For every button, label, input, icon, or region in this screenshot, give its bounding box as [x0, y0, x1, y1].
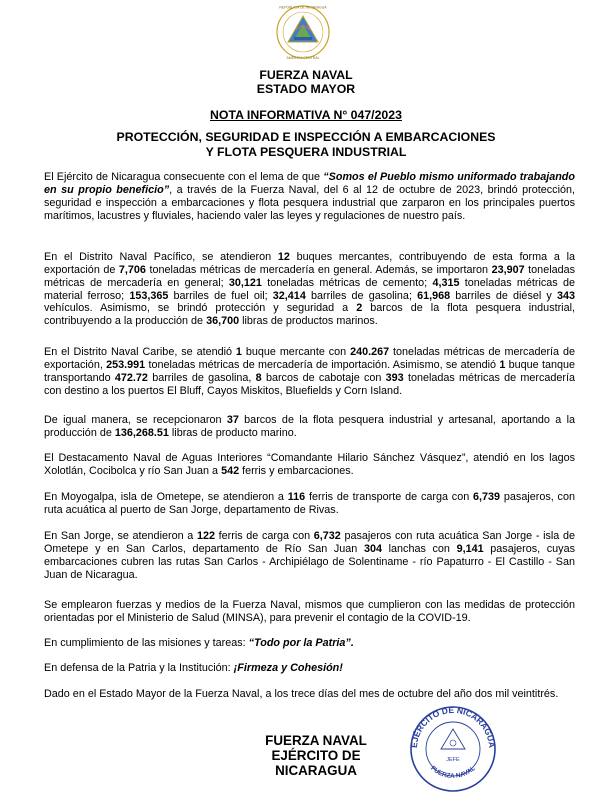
- text-run: 542: [221, 464, 240, 477]
- text-run: 122: [196, 530, 215, 542]
- text-run: toneladas métricas de mercadería en general. Además, se importaron: [145, 263, 492, 276]
- text-run: 1: [235, 346, 242, 358]
- text-run: toneladas métricas de mercadería de exportación,: [44, 346, 576, 371]
- text-run: buques mercantes, contribuyendo de esta forma a la exportación de: [44, 251, 576, 276]
- text-run: 61,968: [417, 289, 451, 302]
- text-run: 1: [499, 358, 506, 371]
- text-run: buque tanque transportando: [44, 358, 576, 384]
- text-run: barriles de diésel y: [450, 289, 557, 302]
- text-run: En el Distrito Naval Pacífico, se atendieron: [44, 251, 278, 263]
- signature-line-2: EJÉRCITO DE NICARAGUA: [271, 748, 361, 778]
- text-run: 116: [287, 491, 306, 503]
- paragraph-intro: [44, 171, 575, 222]
- text-run: , a través de la Fuerza Naval, del 6 al 12 de octubre de 2023, brindó protección, seguridad e inspección a embarcaciones y flota pesquera industrial que zarparon en los principales puertos marítimos, lacustres y fluviales, haciendo valer las leyes y regulaciones de nuestro país.: [44, 183, 575, 222]
- text-run: toneladas métricas de mercadería con destino a los puertos El Bluff, Cayos Miskitos, Bluefields y Corn Island.: [44, 371, 575, 397]
- text-run: vehículos. Asimismo, se brindó protección y seguridad a: [44, 302, 357, 315]
- signature-block: [236, 733, 396, 778]
- text-run: barriles de gasolina;: [305, 289, 418, 302]
- text-run: 153,365: [129, 289, 169, 302]
- text-run: 8: [255, 371, 262, 384]
- text-run: 4,315: [432, 276, 460, 289]
- text-run: lanchas con: [381, 542, 457, 555]
- text-run: barriles de fuel oil;: [168, 289, 273, 302]
- text-run: 393: [385, 371, 404, 384]
- text-run: 136,268.51: [114, 426, 169, 439]
- paragraph-health-measures: [44, 599, 575, 625]
- paragraph-pacific: [44, 251, 575, 328]
- text-run: 36,700: [206, 315, 240, 328]
- coat-of-arms-emblem: [272, 4, 334, 62]
- text-run: 304: [363, 542, 382, 555]
- text-run: 6,732: [313, 530, 341, 542]
- text-run: pasajeros, cuyas embarcaciones cubren las rutas San Carlos - Archipiélago de Solentiname - río Papaturro - El Castillo - San Juan de Nicaragua.: [44, 542, 575, 581]
- svg-text:EJÉRCITO DE NICARAGUA: EJÉRCITO DE NICARAGUA: [408, 704, 498, 749]
- text-run: De igual manera, se recepcionaron: [44, 414, 227, 426]
- text-run: 343: [556, 289, 575, 302]
- text-run: 6,739: [473, 491, 501, 503]
- text-run: En Moyogalpa, isla de Ometepe, se atendieron a: [44, 491, 288, 503]
- text-run: 32,414: [272, 289, 306, 302]
- text-run: Se emplearon fuerzas y medios de la Fuerza Naval, mismos que cumplieron con las medidas de protección orientadas por el Ministerio de Salud (MINSA), para prevenir el contagio de la COVID-19.: [44, 599, 575, 624]
- text-run: buque mercante con: [241, 346, 351, 358]
- text-run: ferris de carga con: [214, 530, 314, 542]
- note-title: NOTA INFORMATIVA N° 047/2023: [210, 108, 402, 122]
- text-run: barriles de gasolina,: [147, 371, 256, 384]
- svg-text:AMÉRICA CENTRAL: AMÉRICA CENTRAL: [286, 56, 320, 60]
- text-run: 37: [226, 414, 239, 426]
- text-run: El Destacamento Naval de Aguas Interiores “Comandante Hilario Sánchez Vásquez”, atendió en los lagos Xolotlán, Cocibolca y río San Juan a: [44, 452, 575, 477]
- text-run: En cumplimiento de las misiones y tareas:: [44, 637, 249, 649]
- signature-line-1: FUERZA NAVAL: [265, 733, 367, 748]
- text-run: 30,121: [228, 276, 262, 289]
- text-run: barcos de cabotaje con: [261, 371, 386, 384]
- paragraph-motto-1: [44, 637, 575, 650]
- text-run: “Todo por la Patria”.: [248, 637, 354, 649]
- text-run: El Ejército de Nicaragua consecuente con el lema de que: [44, 171, 324, 183]
- paragraph-interior-waters: [44, 452, 575, 478]
- text-run: 23,907: [491, 263, 525, 276]
- text-run: En San Jorge, se atendieron a: [44, 530, 197, 542]
- paragraph-moyogalpa: [44, 491, 575, 517]
- text-run: libras de producto marino.: [168, 426, 297, 439]
- text-run: En el Distrito Naval Caribe, se atendió: [44, 346, 236, 358]
- subject-line-2: Y FLOTA PESQUERA INDUSTRIAL: [205, 145, 407, 159]
- paragraph-caribbean: [44, 346, 575, 397]
- paragraph-closing: [44, 688, 575, 701]
- text-run: toneladas métricas de material ferroso;: [44, 276, 575, 302]
- svg-text:FUERZA NAVAL: FUERZA NAVAL: [429, 764, 477, 780]
- text-run: Dado en el Estado Mayor de la Fuerza Naval, a los trece días del mes de octubre del año dos mil veintitrés.: [44, 688, 559, 700]
- text-run: 7,706: [118, 263, 146, 276]
- text-run: toneladas métricas de cemento;: [261, 276, 433, 289]
- paragraph-fishing: [44, 414, 575, 440]
- paragraph-san-jorge: [44, 530, 575, 581]
- text-run: toneladas métricas de mercadería en general;: [44, 263, 576, 289]
- svg-text:JEFE: JEFE: [446, 757, 460, 763]
- text-run: libras de productos marinos.: [239, 315, 378, 328]
- text-run: pasajeros, con ruta acuática al puerto de San Jorge, departamento de Rivas.: [44, 491, 575, 516]
- official-stamp: [405, 703, 501, 793]
- text-run: ferris y embarcaciones.: [239, 464, 354, 477]
- text-run: pasajeros con ruta acuática San Jorge - isla de Ometepe y en San Carlos, departamento de Río San Juan: [44, 530, 575, 555]
- text-run: 12: [277, 251, 290, 263]
- text-run: toneladas métricas de mercadería de importación. Asimismo, se atendió: [145, 358, 500, 371]
- text-run: 253.991: [106, 358, 146, 371]
- text-run: 472.72: [114, 371, 148, 384]
- text-run: En defensa de la Patria y la Institución:: [44, 662, 234, 674]
- text-run: 240.267: [350, 346, 390, 358]
- svg-text:REPÚBLICA DE NICARAGUA: REPÚBLICA DE NICARAGUA: [279, 5, 327, 10]
- text-run: 9,141: [456, 542, 484, 555]
- text-run: barcos de la flota pesquera industrial, contribuyendo a la producción de: [44, 302, 575, 328]
- text-run: barcos de la flota pesquera industrial y artesanal, aportando a la producción de: [44, 414, 575, 439]
- department-name: ESTADO MAYOR: [256, 82, 356, 96]
- text-run: “Somos el Pueblo mismo uniformado trabajando en su propio beneficio”: [44, 171, 575, 196]
- text-run: ferris de transporte de carga con: [305, 491, 474, 503]
- subject-line-1: PROTECCIÓN, SEGURIDAD E INSPECCIÓN A EMBARCACIONES: [116, 130, 496, 144]
- text-run: ¡Firmeza y Cohesión!: [233, 662, 343, 674]
- text-run: 2: [356, 302, 363, 315]
- organization-name: FUERZA NAVAL: [259, 68, 353, 82]
- paragraph-motto-2: [44, 662, 575, 675]
